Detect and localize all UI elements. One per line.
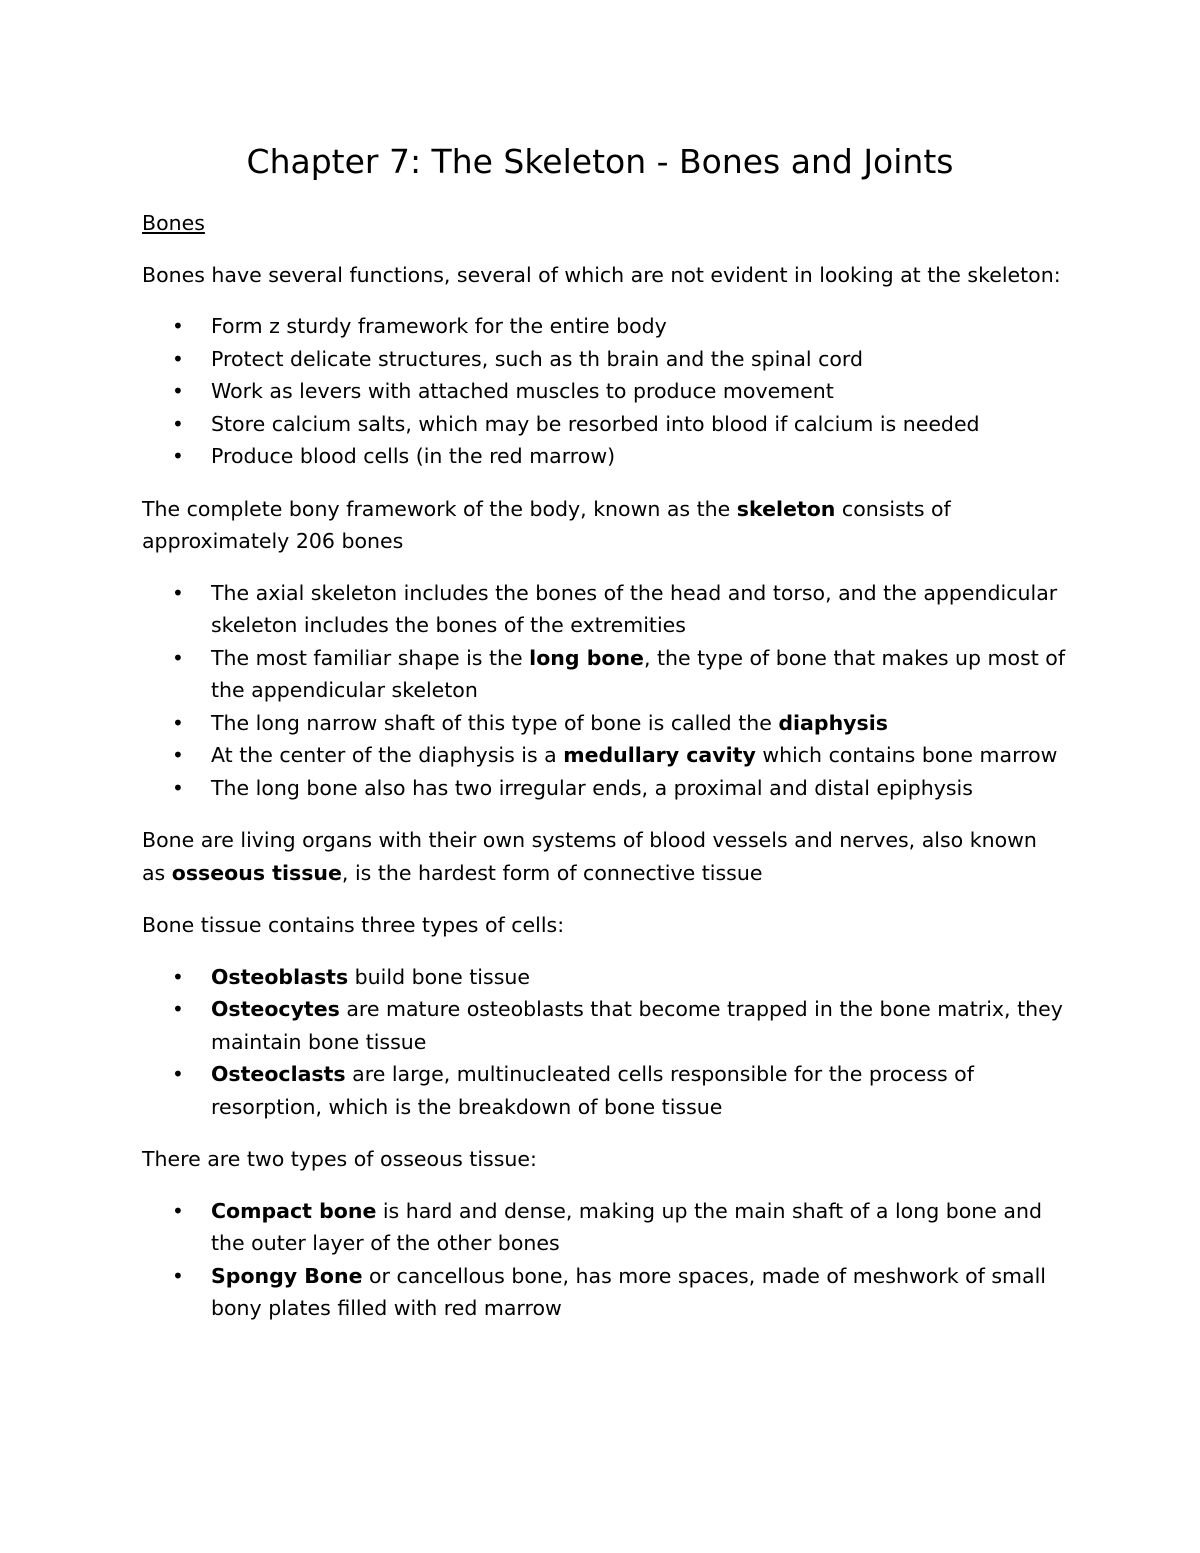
list-item xyxy=(142,1195,1072,1260)
bullet-icon: • xyxy=(172,411,184,436)
list-item-text: Work as levers with attached muscles to produce movement xyxy=(211,379,834,403)
bullet-icon: • xyxy=(172,743,184,767)
bullet-icon: • xyxy=(172,645,184,670)
text-run: build bone tissue xyxy=(348,964,530,989)
text-run: The complete bony framework of the body, known as the xyxy=(142,496,737,521)
list-item xyxy=(142,375,1072,408)
list-item xyxy=(142,961,1072,994)
list-item xyxy=(142,440,1072,473)
skeleton-paragraph xyxy=(142,493,1072,558)
bold-term: Osteoclasts xyxy=(211,1062,346,1086)
text-run: The long narrow shaft of this type of bone is called the xyxy=(211,710,779,735)
text-run: The axial skeleton includes the bones of the head and torso, and the appendicular skeleton includes the bones of the extremities xyxy=(211,580,1058,637)
page-title: Chapter 7: The Skeleton - Bones and Joints xyxy=(246,142,954,181)
bold-term: diaphysis xyxy=(778,710,888,735)
bold-term: medullary cavity xyxy=(563,743,756,767)
list-item xyxy=(142,408,1072,441)
functions-list xyxy=(142,310,1072,473)
bullet-icon: • xyxy=(172,1198,184,1223)
text-run: Bone are living organs with their own systems of blood vessels and nerves, also known xyxy=(142,828,1037,852)
bold-term: Osteocytes xyxy=(211,997,340,1021)
text-run: At the center of the diaphysis is a xyxy=(211,743,564,767)
bullet-icon: • xyxy=(172,1263,184,1288)
list-item xyxy=(142,993,1072,1058)
list-item xyxy=(142,642,1072,707)
list-item xyxy=(142,310,1072,343)
bold-term: Compact bone xyxy=(211,1198,377,1223)
list-item-text: Produce blood cells (in the red marrow) xyxy=(211,444,616,468)
living-organs-paragraph xyxy=(142,824,1072,889)
list-item xyxy=(142,343,1072,376)
list-item xyxy=(142,739,1072,772)
bullet-icon: • xyxy=(172,580,184,605)
bullet-icon: • xyxy=(172,775,184,800)
bullet-icon: • xyxy=(172,1062,184,1086)
bullet-icon: • xyxy=(172,964,184,989)
list-item-text: Form z sturdy framework for the entire body xyxy=(211,314,667,338)
section-heading: Bones xyxy=(142,211,205,235)
cells-intro: Bone tissue contains three types of cells: xyxy=(142,913,565,937)
bold-term: Spongy Bone xyxy=(211,1263,363,1288)
intro-paragraph: Bones have several functions, several of which are not evident in looking at the skeleton: xyxy=(142,262,1061,287)
list-item xyxy=(142,707,1072,740)
text-run: The long bone also has two irregular ends, a proximal and distal epiphysis xyxy=(211,775,973,800)
list-item xyxy=(142,577,1072,642)
bullet-icon: • xyxy=(172,346,184,371)
list-item xyxy=(142,1260,1072,1325)
bold-term: osseous tissue xyxy=(171,860,342,885)
text-run: or cancellous bone, has more spaces, made of meshwork of small bony plates filled with red marrow xyxy=(211,1263,1046,1320)
bullet-icon: • xyxy=(172,997,184,1021)
bold-term: skeleton xyxy=(736,496,836,521)
text-run: which contains bone marrow xyxy=(755,743,1058,767)
text-run: consists of approximately 206 bones xyxy=(142,496,951,553)
skeleton-list xyxy=(142,577,1072,805)
tissue-list xyxy=(142,1195,1072,1325)
bullet-icon: • xyxy=(172,710,184,735)
tissue-intro: There are two types of osseous tissue: xyxy=(142,1147,537,1171)
bullet-icon: • xyxy=(172,444,184,468)
text-run: are large, multinucleated cells responsible for the process of resorption, which is the breakdown of bone tissue xyxy=(211,1062,974,1119)
text-run: The most familiar shape is the xyxy=(211,645,530,670)
bullet-icon: • xyxy=(172,379,184,403)
bold-term: long bone xyxy=(529,645,644,670)
text-run: , is the hardest form of connective tissue xyxy=(341,860,763,885)
text-run: is hard and dense, making up the main shaft of a long bone and the outer layer of the other bones xyxy=(211,1198,1042,1255)
list-item-text: Protect delicate structures, such as th brain and the spinal cord xyxy=(211,346,864,371)
document-body xyxy=(142,207,1072,1325)
list-item-text: Store calcium salts, which may be resorbed into blood if calcium is needed xyxy=(211,411,980,436)
list-item xyxy=(142,1058,1072,1123)
text-run: as xyxy=(142,860,172,885)
bullet-icon: • xyxy=(172,314,184,338)
text-run: are mature osteoblasts that become trapped in the bone matrix, they maintain bone tissue xyxy=(211,997,1063,1054)
list-item xyxy=(142,772,1072,805)
text-run: , the type of bone that makes up most of the appendicular skeleton xyxy=(211,645,1066,702)
bold-term: Osteoblasts xyxy=(211,964,349,989)
cells-list xyxy=(142,961,1072,1124)
